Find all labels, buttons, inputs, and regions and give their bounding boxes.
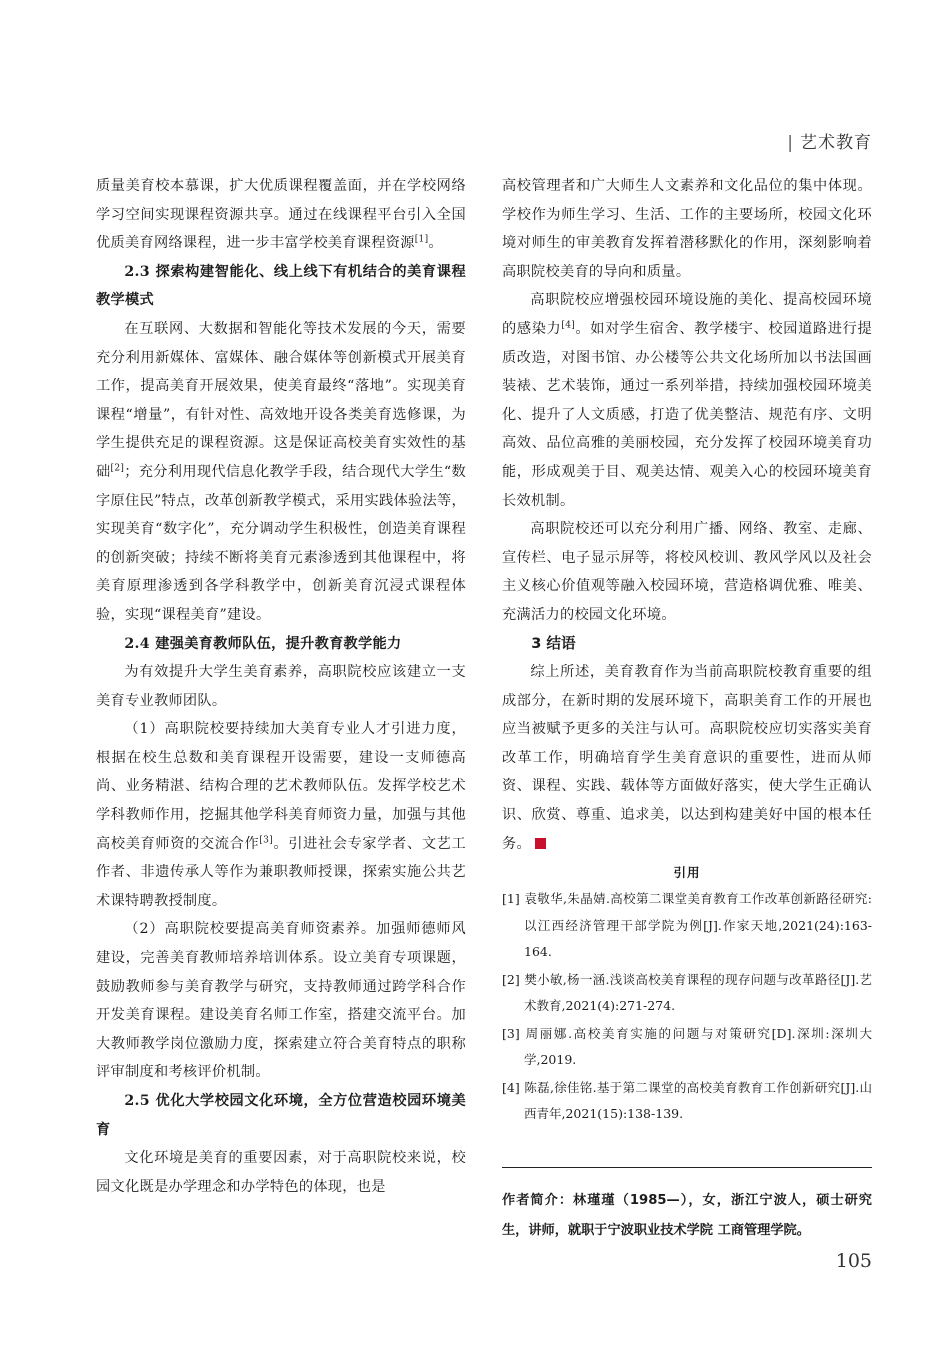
paragraph: 在互联网、大数据和智能化等技术发展的今天，需要充分利用新媒体、富媒体、融合媒体等创新模式开展美育工作，提高美育开展效果，使美育最终“落地”。实现美育课程“增量”，有针对性、高效地开设各类美育选修课，为学生提供充足的课程资源。这是保证高校美育实效性的基础[2]；充分利用现代信息化教学手段，结合现代大学生“数字原住民”特点，改革创新教学模式，采用实践体验法等，实现美育“数字化”，充分调动学生积极性，创造美育课程的创新突破；持续不断将美育元素渗透到其他课程中，将美育原理渗透到各学科教学中，创新美育沉浸式课程体验，实现“课程美育”建设。 <box>96 320 466 623</box>
reference-item: [2] 樊小敏,杨一涵.浅谈高校美育课程的现存问题与改革路径[J].艺术教育,2021(4):271-274. <box>502 971 872 1014</box>
section-heading-2-5: 2.5 优化大学校园文化环境，全方位营造校园环境美育 <box>96 1093 466 1138</box>
paragraph: 为有效提升大学生美育素养，高职院校应该建立一支美育专业教师团队。 <box>96 664 466 709</box>
section-heading-2-3: 2.3 探索构建智能化、线上线下有机结合的美育课程教学模式 <box>96 263 466 309</box>
reference-item: [1] 袁敬华,朱晶婧.高校第二课堂美育教育工作改革创新路径研究:以江西经济管理干部学院为例[J].作家天地,2021(24):163-164. <box>502 891 872 960</box>
citation: [4] <box>561 320 576 331</box>
paragraph: 综上所述，美育教育作为当前高职院校教育重要的组成部分，在新时期的发展环境下，高职美育工作的开展也应当被赋予更多的关注与认可。高职院校应切实落实美育改革工作，明确培育学生美育意识的重要性，进而从师资、课程、实践、载体等方面做好落实，使大学生正确认识、欣赏、尊重、追求美，以达到构建美好中国的根本任务。 <box>502 664 872 852</box>
citation: [2] <box>110 463 125 474</box>
paragraph: 质量美育校本慕课，扩大优质课程覆盖面，并在学校网络学习空间实现课程资源共享。通过在线课程平台引入全国优质美育网络课程，进一步丰富学校美育课程资源[1]。 <box>96 178 466 252</box>
paragraph: （2）高职院校要提高美育师资素养。加强师德师风建设，完善美育教师培养培训体系。设立美育专项课题，鼓励教师参与美育教学与研究，支持教师通过跨学科合作开发美育课程。建设美育名师工作室，搭建交流平台。加大教师教学岗位激励力度，探索建立符合美育特点的职称评审制度和考核评价机制。 <box>96 921 466 1081</box>
footnote-divider <box>502 1167 872 1168</box>
paragraph: 高职院校应增强校园环境设施的美化、提高校园环境的感染力[4]。如对学生宿舍、教学楼宇、校园道路进行提质改造，对图书馆、办公楼等公共文化场所加以书法国画装裱、艺术装饰，通过一系列举措，持续加强校园环境美化、提升了人文质感，打造了优美整洁、规范有序、文明高效、品位高雅的美丽校园，充分发挥了校园环境美育功能，形成观美于目、观美达情、观美入心的校园环境美育长效机制。 <box>502 292 872 509</box>
citation: [1] <box>414 234 429 245</box>
page-number: 105 <box>835 1250 872 1272</box>
paragraph: 高职院校还可以充分利用广播、网络、教室、走廊、宣传栏、电子显示屏等，将校风校训、教风学风以及社会主义核心价值观等融入校园环境，营造格调优雅、唯美、充满活力的校园文化环境。 <box>502 521 872 623</box>
reference-list <box>502 886 872 1128</box>
end-of-article-mark <box>535 838 546 849</box>
references-title: 引用 <box>673 865 701 881</box>
paragraph: 高校管理者和广大师生人文素养和文化品位的集中体现。学校作为师生学习、生活、工作的主要场所，校园文化环境对师生的审美教育发挥着潜移默化的作用，深刻影响着高职院校美育的导向和质量。 <box>502 178 872 280</box>
reference-item: [4] 陈磊,徐佳铭.基于第二课堂的高校美育教育工作创新研究[J].山西青年,2021(15):138-139. <box>502 1079 872 1122</box>
running-header <box>787 128 872 153</box>
paragraph: 文化环境是美育的重要因素，对于高职院校来说，校园文化既是办学理念和办学特色的体现，也是 <box>96 1150 466 1195</box>
section-heading-conclusion: 3 结语 <box>531 634 576 652</box>
right-column <box>502 172 872 1129</box>
paragraph: （1）高职院校要持续加大美育专业人才引进力度，根据在校生总数和美育课程开设需要，建设一支师德高尚、业务精湛、结构合理的艺术教师队伍。发挥学校艺术学科教师作用，挖掘其他学科美育师资力量，加强与其他高校美育师资的交流合作[3]。引进社会专家学者、文艺工作者、非遗传承人等作为兼职教师授课，探索实施公共艺术课特聘教授制度。 <box>96 721 466 909</box>
reference-item: [3] 周丽娜.高校美育实施的问题与对策研究[D].深圳:深圳大学,2019. <box>502 1025 872 1068</box>
left-column <box>96 172 466 1201</box>
author-bio: 作者简介：林瑾瑾（1985—），女，浙江宁波人，硕士研究生，讲师，就职于宁波职业技术学院 工商管理学院。 <box>502 1193 872 1238</box>
section-heading-2-4: 2.4 建强美育教师队伍，提升教育教学能力 <box>124 635 402 652</box>
section-title: 艺术教育 <box>800 133 872 153</box>
citation: [3] <box>259 834 273 845</box>
header-divider: | <box>787 133 794 153</box>
